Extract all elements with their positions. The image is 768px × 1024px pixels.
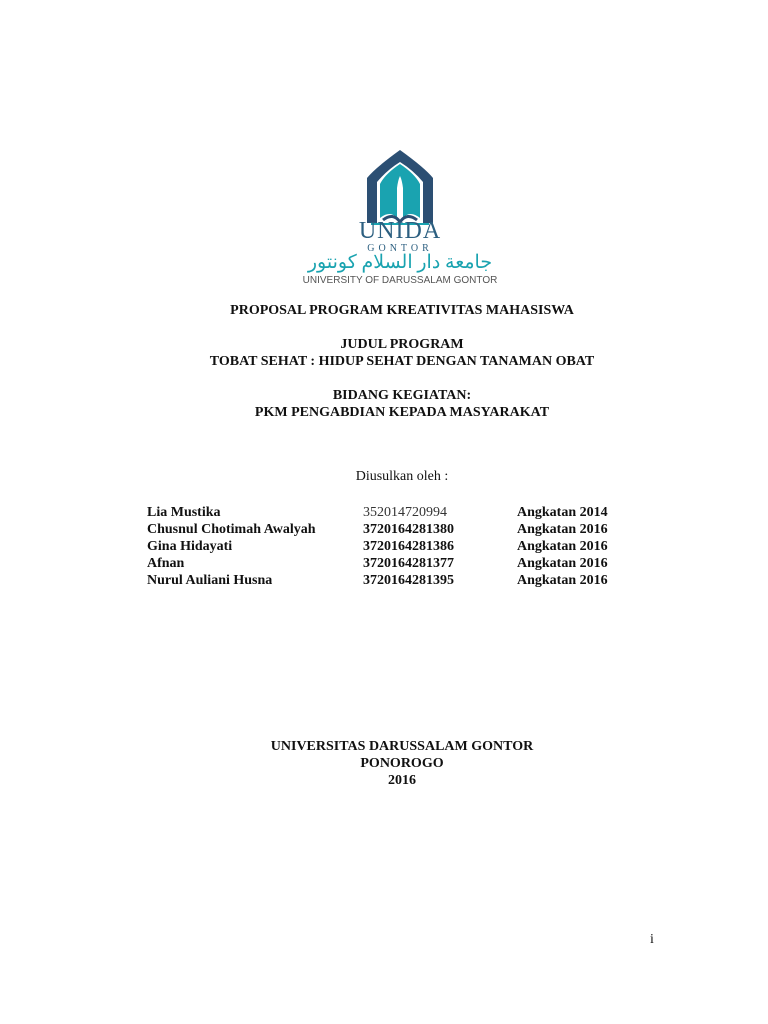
logo-english: UNIVERSITY OF DARUSSALAM GONTOR xyxy=(302,275,498,286)
member-id: 3720164281377 xyxy=(363,556,454,571)
diusulkan-label: Diusulkan oleh : xyxy=(355,469,449,484)
member-id: 3720164281395 xyxy=(363,573,454,588)
footer-year: 2016 xyxy=(388,773,416,788)
judul-label: JUDUL PROGRAM xyxy=(340,337,464,352)
member-angkatan: Angkatan 2014 xyxy=(517,505,608,520)
proposal-title: PROPOSAL PROGRAM KREATIVITAS MAHASISWA xyxy=(230,303,574,318)
member-id: 3720164281380 xyxy=(363,522,454,537)
member-angkatan: Angkatan 2016 xyxy=(517,539,608,554)
member-id: 3720164281386 xyxy=(363,539,454,554)
logo-sub: GONTOR xyxy=(367,243,433,254)
member-name: Chusnul Chotimah Awalyah xyxy=(147,522,316,537)
member-angkatan: Angkatan 2016 xyxy=(517,522,608,537)
footer-university: UNIVERSITAS DARUSSALAM GONTOR xyxy=(270,739,534,754)
member-name: Gina Hidayati xyxy=(147,539,233,554)
bidang-kegiatan: PKM PENGABDIAN KEPADA MASYARAKAT xyxy=(254,405,550,420)
bidang-label: BIDANG KEGIATAN: xyxy=(332,388,472,403)
judul-program: TOBAT SEHAT : HIDUP SEHAT DENGAN TANAMAN OBAT xyxy=(209,354,595,369)
logo-name: UNIDA xyxy=(358,218,442,244)
member-angkatan: Angkatan 2016 xyxy=(517,573,608,588)
member-angkatan: Angkatan 2016 xyxy=(517,556,608,571)
member-id: 352014720994 xyxy=(363,505,447,520)
member-name: Lia Mustika xyxy=(147,505,221,520)
arch-book-emblem-icon xyxy=(285,148,515,228)
logo-arabic: جامعة دار السلام كونتور xyxy=(307,252,493,273)
member-name: Nurul Auliani Husna xyxy=(147,573,273,588)
unida-gontor-logo xyxy=(285,148,515,288)
page-number: i xyxy=(650,932,654,947)
footer-city: PONOROGO xyxy=(360,756,444,771)
member-name: Afnan xyxy=(147,556,185,571)
